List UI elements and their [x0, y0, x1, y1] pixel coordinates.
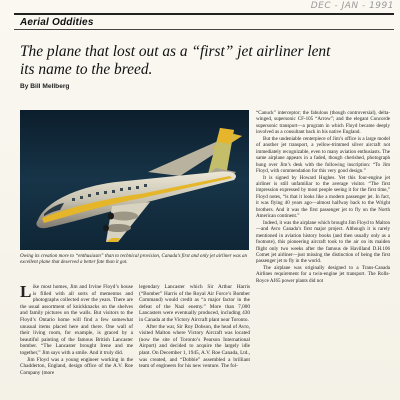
article-column-1	[20, 284, 133, 376]
paragraph	[20, 284, 133, 357]
top-rule	[14, 13, 394, 15]
paragraph-text: ike most homes, Jim and Irvine Floyd’s house is filled with all sorts of mementos and photographs collected over the years. There are the usual assortment of knickknacks on the shelves and family pictures on the walls. But visitors to the Floyd’s Ontario home will find a few somewhat unusual items placed here and there. One wall of their living room, for example, is graced by a beautiful painting of the famous British Lancaster bomber. “The Lancaster brought Irene and me together,” Jim says with a smile. And it truly did.	[20, 284, 133, 356]
byline: By Bill Mellberg	[20, 83, 70, 90]
handwritten-date: DEC - JAN - 1991	[310, 1, 394, 11]
paragraph: After the war, Sir Roy Dobson, the head of Avro, visited Malton where Victory Aircraft was located (now the site of Toronto’s Pearson International Airport) and decided to acquire the largely idle plant. On December 1, 1945, A.V. Roe Canada, Ltd., was created, and “Dobbie” assembled a brilliant team of engineers for his new venture. The fol-	[139, 323, 250, 370]
jet-airliner-photo	[20, 110, 249, 250]
paragraph: Indeed, it was the airplane which brought Jim Floyd to Malton—and Avro Canada’s first major project. Although it is rarely mentioned in aviation history books (and then usually only as a footnote), this pioneering aircraft took to the air on its maiden flight only two weeks after the famous de Havilland D.H.106 Comet jet airliner—just missing the distinction of being the first passenger jet to fly in the world.	[256, 219, 390, 265]
photo-caption: Owing its creation more to “enthusiasm” than to technical provision, Canada’s first and only jet airliner was an excellent plane that deserved a better fate than it got.	[20, 253, 248, 266]
paragraph: legendary Lancaster which Sir Arthur Harris (“Bomber” Harris of the Royal Air Force’s Bomber Command) would credit as “a major factor in the defeat of the Nazi enemy.” More than 7,000 Lancasters were eventually produced, including 430 in Canada at the Victory Aircraft plant near Toronto.	[139, 284, 250, 323]
section-rule	[14, 29, 394, 30]
article-column-2	[139, 284, 250, 370]
article-headline: The plane that lost out as a “first” jet airliner lent its name to the breed.	[20, 43, 331, 78]
paragraph: It is signed by Howard Hughes. Yet this four-engine jet airliner is still unfamiliar to the average visitor. “The first impression expressed by most people seeing it for the first time,” Floyd notes, “is that it looks like a modern passenger jet. In fact, it was flying 40 years ago—almost halfway back to the Wright brothers. And it was the first passenger jet to fly on the North American continent.”	[256, 174, 390, 220]
paragraph: But the undeniable centerpiece of Jim’s office is a large model of another jet transport, a yellow-trimmed silver aircraft not immediately recognizable, even to many aviation enthusiasts. The same airplane appears in a faded, though cherished, photograph hung over Jim’s desk with the following inscription: “To Jim Floyd, with commendation for this very good design.”	[256, 135, 390, 175]
paragraph: The airplane was originally designed to a Trans-Canada Airlines requirement for a twin-engine jet transport. The Rolls-Royce AJ65 power plants did not	[256, 264, 390, 284]
paragraph: Jim Floyd was a young engineer working in the Chadderton, England, design office of the A.V. Roe Company (more	[20, 356, 133, 376]
article-column-3	[256, 110, 390, 284]
paragraph: “Canuck” interceptor; the fabulous (though controversial), delta-winged, supersonic CF-105 “Arrow”; and the elegant Concorde supersonic transport—a program in which Floyd became deeply involved as a consultant back in his native England.	[256, 110, 390, 136]
drop-cap: L	[20, 282, 32, 301]
section-title: Aerial Oddities	[20, 17, 94, 28]
